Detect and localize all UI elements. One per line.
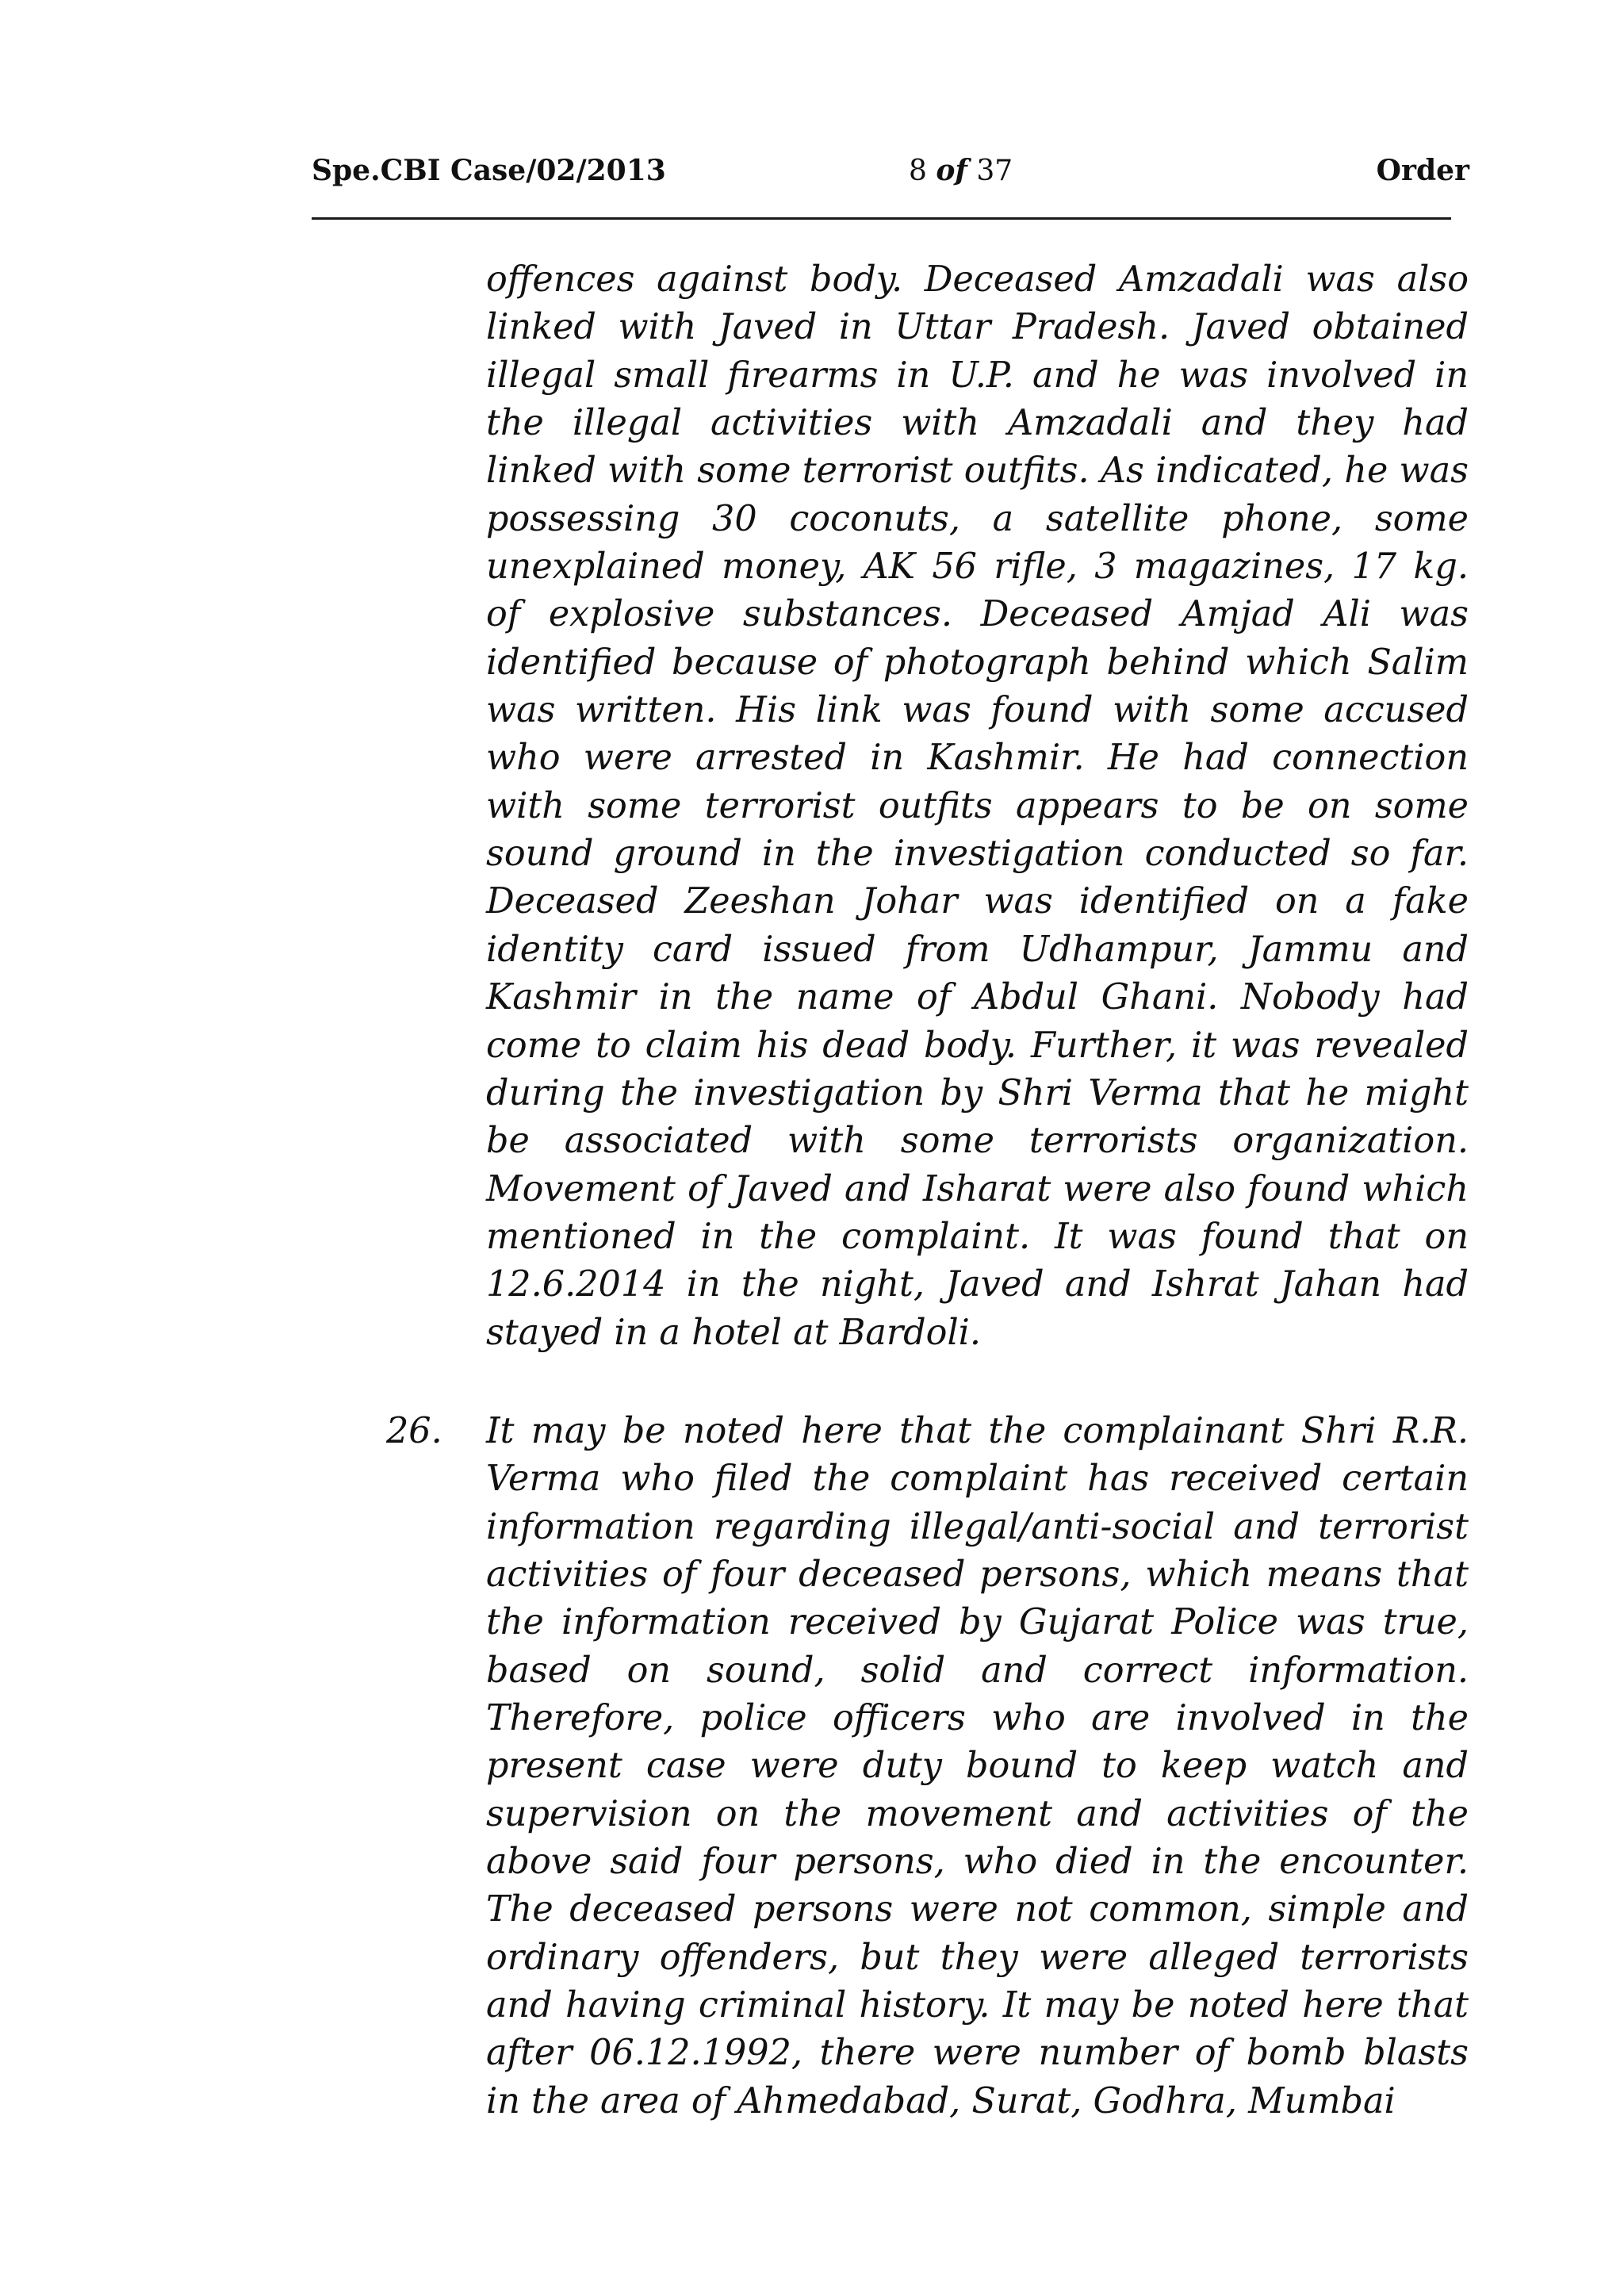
paragraph-continuation: offences against body. Deceased Amzadali was also linked with Javed in Uttar Pradesh. Javed obtained illegal small firearms in U.P. and he was involved in the illegal activities with Amzadali and they had linked with some terrorist outfits. As indicated, he was possessing 30 coconuts, a satellite phone, some unexplained money, AK 56 rifle, 3 magazines, 17 kg. of explosive substances. Deceased Amjad Ali was identified because of photograph behind which Salim was written. His link was found with some accused who were arrested in Kashmir. He had connection with some terrorist outfits appears to be on some sound ground in the investigation conducted so far. Deceased Zeeshan Johar was identified on a fake identity card issued from Udhampur, Jammu and Kashmir in the name of Abdul Ghani. Nobody had come to claim his dead body. Further, it was revealed during the investigation by Shri Verma that he might be associated with some terrorists organization. Movement of Javed and Isharat were also found which mentioned in the complaint. It was found that on 12.6.2014 in the night, Javed and Ishrat Jahan had stayed in a hotel at Bardoli. bbox=[486, 259, 1469, 1353]
paragraph-26: It may be noted here that the complainant Shri R.R. Verma who filed the complaint has received certain information regarding illegal/anti-social and terrorist activities of four deceased persons, which means that the information received by Gujarat Police was true, based on sound, solid and correct information. Therefore, police officers who are involved in the present case were duty bound to keep watch and supervision on the movement and activities of the above said four persons, who died in the encounter. The deceased persons were not common, simple and ordinary offenders, but they were alleged terrorists and having criminal history. It may be noted here that after 06.12.1992, there were number of bomb blasts in the area of Ahmedabad, Surat, Godhra, Mumbai bbox=[486, 1411, 1469, 2122]
page-number bbox=[909, 151, 1013, 191]
page-of-label: of bbox=[936, 154, 967, 187]
page-header bbox=[312, 151, 1469, 190]
page-current: 8 bbox=[909, 155, 927, 187]
page-total: 37 bbox=[976, 155, 1013, 187]
document-type: Order bbox=[1376, 154, 1469, 187]
header-divider bbox=[312, 217, 1451, 220]
case-number: Spe.CBI Case/02/2013 bbox=[312, 154, 666, 187]
paragraph-number: 26. bbox=[386, 1411, 442, 1451]
